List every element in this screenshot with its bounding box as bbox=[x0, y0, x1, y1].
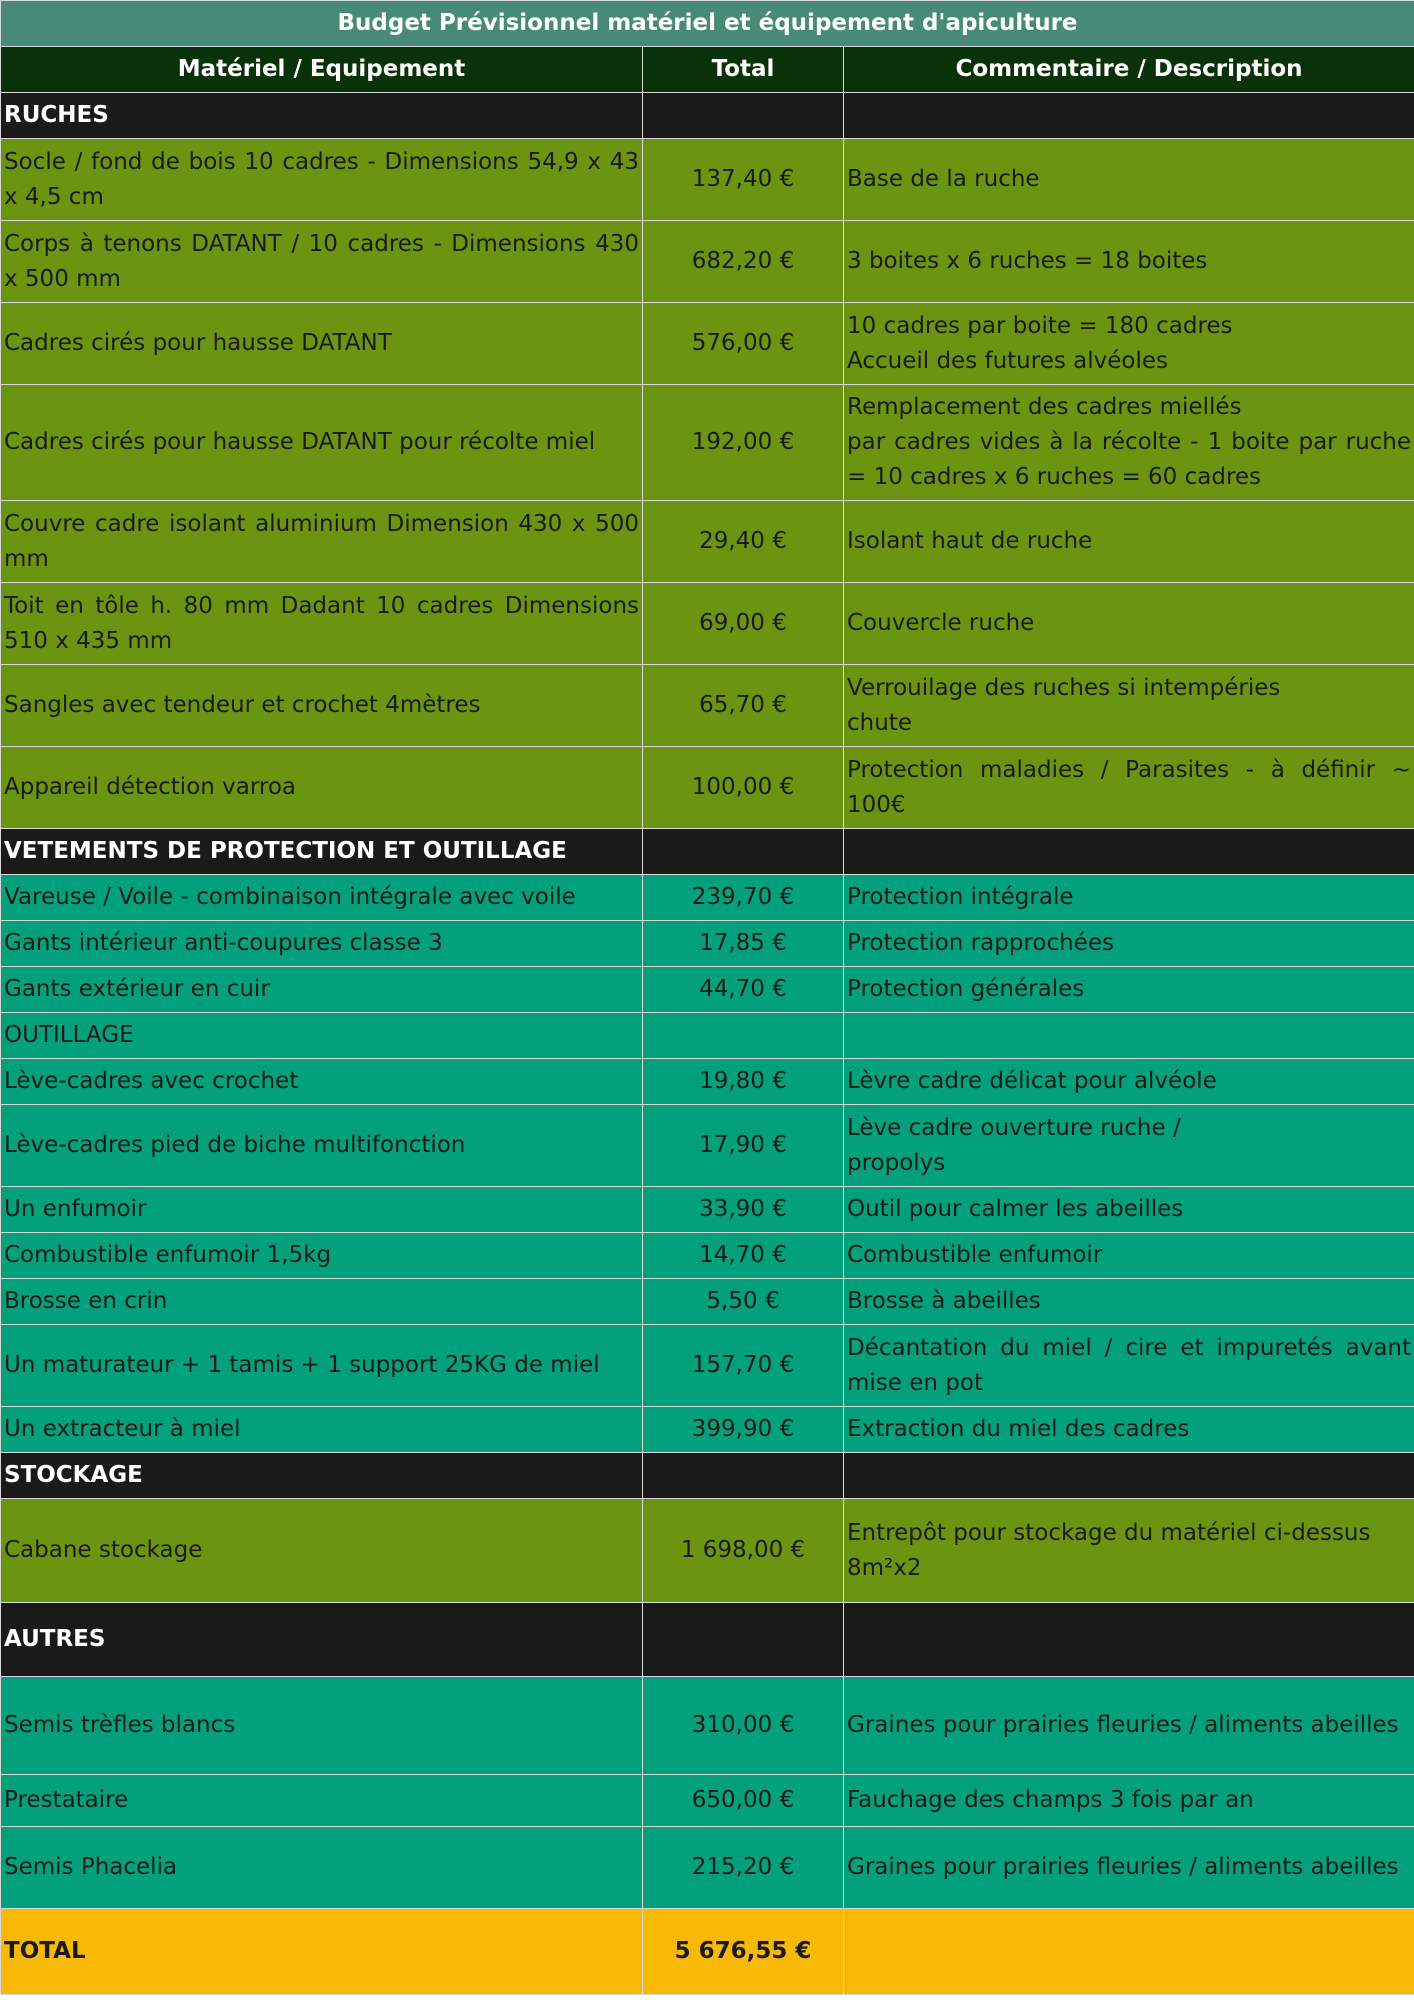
table-row bbox=[1, 921, 1414, 967]
item-cell: Toit en tôle h. 80 mm Dadant 10 cadres Dimensions 510 x 435 mm bbox=[1, 583, 643, 665]
total-cell: 14,70 € bbox=[643, 1233, 844, 1279]
comment-cell: 10 cadres par boite = 180 cadres Accueil des futures alvéoles bbox=[844, 303, 1414, 385]
subsection-label: OUTILLAGE bbox=[1, 1013, 643, 1059]
comment-cell: Protection maladies / Parasites - à définir ~ 100€ bbox=[844, 747, 1414, 829]
title-row bbox=[1, 1, 1414, 47]
comment-cell: Entrepôt pour stockage du matériel ci-dessus 8m²x2 bbox=[844, 1499, 1414, 1603]
total-cell: 310,00 € bbox=[643, 1677, 844, 1775]
total-cell: 576,00 € bbox=[643, 303, 844, 385]
item-cell: Lève-cadres avec crochet bbox=[1, 1059, 643, 1105]
table-row bbox=[1, 139, 1414, 221]
comment-cell: Lèvre cadre délicat pour alvéole bbox=[844, 1059, 1414, 1105]
total-cell: 100,00 € bbox=[643, 747, 844, 829]
section-row-vetements bbox=[1, 829, 1414, 875]
header-row bbox=[1, 47, 1414, 93]
total-cell bbox=[643, 1013, 844, 1059]
total-cell: 1 698,00 € bbox=[643, 1499, 844, 1603]
total-cell: 65,70 € bbox=[643, 665, 844, 747]
total-cell: 19,80 € bbox=[643, 1059, 844, 1105]
item-cell: Un extracteur à miel bbox=[1, 1407, 643, 1453]
section-row-autres bbox=[1, 1603, 1414, 1677]
item-cell: Gants intérieur anti-coupures classe 3 bbox=[1, 921, 643, 967]
table-row bbox=[1, 747, 1414, 829]
section-row-stockage bbox=[1, 1453, 1414, 1499]
table-row bbox=[1, 1499, 1414, 1603]
table-row bbox=[1, 1059, 1414, 1105]
comment-cell: Lève cadre ouverture ruche / propolys bbox=[844, 1105, 1414, 1187]
comment-cell: Fauchage des champs 3 fois par an bbox=[844, 1775, 1414, 1827]
total-cell: 29,40 € bbox=[643, 501, 844, 583]
total-cell: 192,00 € bbox=[643, 385, 844, 501]
item-cell: Un maturateur + 1 tamis + 1 support 25KG de miel bbox=[1, 1325, 643, 1407]
table-row bbox=[1, 221, 1414, 303]
comment-cell: Protection intégrale bbox=[844, 875, 1414, 921]
comment-cell: Verrouilage des ruches si intempéries chute bbox=[844, 665, 1414, 747]
total-cell: 215,20 € bbox=[643, 1827, 844, 1909]
item-cell: Cadres cirés pour hausse DATANT bbox=[1, 303, 643, 385]
table-row bbox=[1, 1325, 1414, 1407]
comment-cell: Protection rapprochées bbox=[844, 921, 1414, 967]
item-cell: Combustible enfumoir 1,5kg bbox=[1, 1233, 643, 1279]
total-cell: 239,70 € bbox=[643, 875, 844, 921]
item-cell: Appareil détection varroa bbox=[1, 747, 643, 829]
section-label: VETEMENTS DE PROTECTION ET OUTILLAGE bbox=[1, 829, 643, 875]
total-cell: 5,50 € bbox=[643, 1279, 844, 1325]
item-cell: Gants extérieur en cuir bbox=[1, 967, 643, 1013]
section-label: RUCHES bbox=[1, 93, 643, 139]
table-row bbox=[1, 1279, 1414, 1325]
item-cell: Semis trèfles blancs bbox=[1, 1677, 643, 1775]
table-row bbox=[1, 875, 1414, 921]
section-label: STOCKAGE bbox=[1, 1453, 643, 1499]
table-row bbox=[1, 1677, 1414, 1775]
item-cell: Socle / fond de bois 10 cadres - Dimensions 54,9 x 43 x 4,5 cm bbox=[1, 139, 643, 221]
header-total: Total bbox=[643, 47, 844, 93]
item-cell: Brosse en crin bbox=[1, 1279, 643, 1325]
table-row bbox=[1, 1105, 1414, 1187]
comment-cell: Outil pour calmer les abeilles bbox=[844, 1187, 1414, 1233]
table-row bbox=[1, 665, 1414, 747]
item-cell: Semis Phacelia bbox=[1, 1827, 643, 1909]
total-cell: 69,00 € bbox=[643, 583, 844, 665]
grand-total-value: 5 676,55 € bbox=[643, 1909, 844, 1995]
comment-cell: Combustible enfumoir bbox=[844, 1233, 1414, 1279]
section-label: AUTRES bbox=[1, 1603, 643, 1677]
table-row bbox=[1, 1187, 1414, 1233]
total-label: TOTAL bbox=[1, 1909, 643, 1995]
item-cell: Prestataire bbox=[1, 1775, 643, 1827]
comment-cell: Extraction du miel des cadres bbox=[844, 1407, 1414, 1453]
table-row bbox=[1, 1013, 1414, 1059]
comment-cell: Couvercle ruche bbox=[844, 583, 1414, 665]
comment-cell: Graines pour prairies fleuries / aliments abeilles bbox=[844, 1677, 1414, 1775]
table-row bbox=[1, 967, 1414, 1013]
comment-cell: Isolant haut de ruche bbox=[844, 501, 1414, 583]
item-cell: Corps à tenons DATANT / 10 cadres - Dimensions 430 x 500 mm bbox=[1, 221, 643, 303]
table-title: Budget Prévisionnel matériel et équipement d'apiculture bbox=[1, 1, 1414, 47]
table-row bbox=[1, 385, 1414, 501]
total-cell: 399,90 € bbox=[643, 1407, 844, 1453]
total-row bbox=[1, 1909, 1414, 1995]
header-item: Matériel / Equipement bbox=[1, 47, 643, 93]
total-cell: 137,40 € bbox=[643, 139, 844, 221]
table-row bbox=[1, 303, 1414, 385]
section-row-ruches bbox=[1, 93, 1414, 139]
total-cell: 650,00 € bbox=[643, 1775, 844, 1827]
total-cell: 157,70 € bbox=[643, 1325, 844, 1407]
comment-cell: Graines pour prairies fleuries / aliments abeilles bbox=[844, 1827, 1414, 1909]
item-cell: Cabane stockage bbox=[1, 1499, 643, 1603]
comment-cell bbox=[844, 1013, 1414, 1059]
comment-cell: Brosse à abeilles bbox=[844, 1279, 1414, 1325]
table-row bbox=[1, 1407, 1414, 1453]
comment-cell: Décantation du miel / cire et impuretés avant mise en pot bbox=[844, 1325, 1414, 1407]
item-cell: Vareuse / Voile - combinaison intégrale avec voile bbox=[1, 875, 643, 921]
comment-cell: Base de la ruche bbox=[844, 139, 1414, 221]
item-cell: Cadres cirés pour hausse DATANT pour récolte miel bbox=[1, 385, 643, 501]
table-row bbox=[1, 501, 1414, 583]
total-cell: 682,20 € bbox=[643, 221, 844, 303]
total-cell: 44,70 € bbox=[643, 967, 844, 1013]
item-cell: Lève-cadres pied de biche multifonction bbox=[1, 1105, 643, 1187]
item-cell: Sangles avec tendeur et crochet 4mètres bbox=[1, 665, 643, 747]
table-row bbox=[1, 583, 1414, 665]
comment-cell: 3 boites x 6 ruches = 18 boites bbox=[844, 221, 1414, 303]
header-comment: Commentaire / Description bbox=[844, 47, 1414, 93]
table-row bbox=[1, 1233, 1414, 1279]
item-cell: Couvre cadre isolant aluminium Dimension 430 x 500 mm bbox=[1, 501, 643, 583]
table-row bbox=[1, 1827, 1414, 1909]
comment-cell: Protection générales bbox=[844, 967, 1414, 1013]
total-cell: 17,90 € bbox=[643, 1105, 844, 1187]
total-cell: 33,90 € bbox=[643, 1187, 844, 1233]
comment-cell: Remplacement des cadres miellés par cadres vides à la récolte - 1 boite par ruche = 10 cadres x 6 ruches = 60 cadres bbox=[844, 385, 1414, 501]
table-row bbox=[1, 1775, 1414, 1827]
total-cell: 17,85 € bbox=[643, 921, 844, 967]
item-cell: Un enfumoir bbox=[1, 1187, 643, 1233]
